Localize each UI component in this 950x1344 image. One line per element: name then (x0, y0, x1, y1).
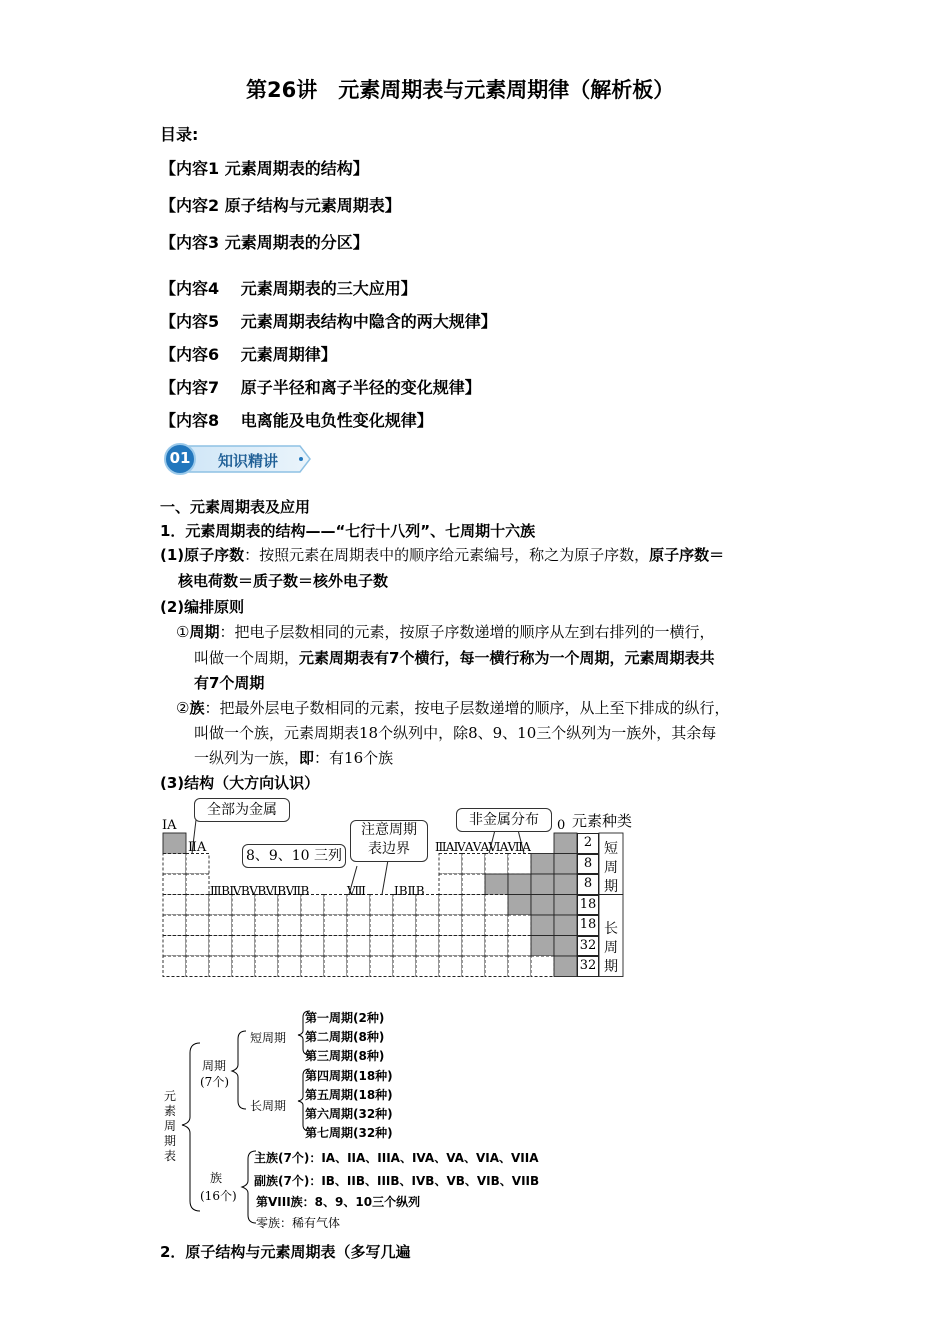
label-atomic-number: (1)原子序数 (160, 546, 245, 564)
table-cell (416, 915, 439, 936)
table-cell (186, 854, 209, 875)
root-char-4: 期 (163, 1134, 176, 1148)
element-kind-count: 32 (577, 956, 599, 977)
table-cell (393, 936, 416, 957)
bold-atomic-number-2: 核电荷数＝质子数＝核外电子数 (178, 572, 389, 590)
table-cell (370, 956, 393, 977)
tree-root (163, 1089, 177, 1164)
table-cell (531, 874, 554, 895)
table-cell (439, 915, 462, 936)
table-cell (324, 895, 347, 916)
table-cell (531, 854, 554, 875)
table-cell (508, 915, 531, 936)
table-cell (186, 956, 209, 977)
table-cell (462, 956, 485, 977)
short-char-3: 期 (604, 879, 618, 895)
label-rules: (2)编排原则 (160, 598, 245, 616)
table-cell (554, 956, 577, 977)
table-cell (186, 895, 209, 916)
long-period-label (600, 920, 622, 977)
table-cell (462, 874, 485, 895)
table-cell (439, 895, 462, 916)
callout-columns: 8、9、10 三列 (242, 844, 346, 868)
callout-edge-line2: 表边界 (368, 841, 410, 857)
num-period: ① (176, 623, 190, 641)
table-cell (531, 936, 554, 957)
table-cell (554, 915, 577, 936)
bold-atomic-number: 原子序数＝ (649, 546, 725, 564)
long-char-3: 期 (604, 959, 618, 975)
table-cell (209, 936, 232, 957)
table-cell (163, 936, 186, 957)
text-atomic-number: ：按照元素在周期表中的顺序给元素编号，称之为原子序数， (244, 546, 650, 564)
table-cell (554, 874, 577, 895)
table-cell (485, 895, 508, 916)
classification-tree (160, 1005, 600, 1230)
table-cell (347, 956, 370, 977)
table-cell (163, 874, 186, 895)
page-title: 第26讲 元素周期表与元素周期律（解析板） (246, 78, 675, 102)
table-cell (370, 915, 393, 936)
table-cell (439, 854, 462, 875)
table-cell (485, 956, 508, 977)
table-cell (508, 895, 531, 916)
bold-period-2: 元素周期表有7个横行，每一横行称为一个周期，元素周期表共 (299, 649, 715, 667)
table-cell (462, 895, 485, 916)
para-rules (160, 595, 244, 619)
section1-heading: 一、元素周期表及应用 (160, 498, 311, 516)
label-groups-A: ⅢAⅣAⅤAⅥAⅦA (435, 840, 531, 854)
num-group: ② (176, 699, 190, 717)
table-cell (255, 915, 278, 936)
toc-item-8[interactable]: 【内容8 电离能及电负性变化规律】 (160, 411, 433, 430)
table-cell (508, 936, 531, 957)
table-cell (508, 956, 531, 977)
short-period-label (600, 840, 622, 897)
pointer-edge (382, 860, 388, 895)
table-cell (186, 915, 209, 936)
table-cell (554, 936, 577, 957)
callout-edge-line1: 注意周期 (361, 822, 417, 838)
table-cell (462, 854, 485, 875)
toc-item-2[interactable]: 【内容2 原子结构与元素周期表】 (160, 196, 401, 215)
periodic-table-figure (160, 796, 650, 978)
table-cell (347, 915, 370, 936)
tree-short: 短周期 (250, 1031, 287, 1045)
table-cell (416, 956, 439, 977)
table-cell (462, 936, 485, 957)
table-cell (439, 874, 462, 895)
toc-item-5[interactable]: 【内容5 元素周期表结构中隐含的两大规律】 (160, 312, 497, 331)
callout-edge (350, 820, 428, 862)
text-group-3a: 一纵列为一族， (194, 749, 300, 767)
table-cell (232, 915, 255, 936)
table-cell (209, 915, 232, 936)
toc-heading: 目录: (160, 125, 199, 144)
text-group: ：把最外层电子数相同的元素，按电子层数递增的顺序，从上至下排成的纵行， (204, 699, 730, 717)
table-cell (508, 854, 531, 875)
table-cell (531, 895, 554, 916)
table-cell (324, 956, 347, 977)
element-kind-count: 8 (577, 874, 599, 895)
table-cell (324, 936, 347, 957)
table-cell (508, 874, 531, 895)
table-cell (531, 915, 554, 936)
short-item-3: 第三周期(8种) (305, 1049, 385, 1063)
table-cell (485, 854, 508, 875)
long-char-1: 长 (604, 921, 618, 937)
para-group (176, 696, 729, 720)
group-item-main: 主族(7个)：IA、IIA、IIIA、IVA、VA、VIA、VIIA (254, 1151, 539, 1165)
table-cell (347, 936, 370, 957)
label-structure: (3)结构（大方向认识） (160, 774, 320, 792)
element-kind-count: 18 (577, 915, 599, 936)
table-cell (370, 895, 393, 916)
para-atomic-number-2 (178, 569, 388, 593)
label-group-IA: ⅠA (162, 818, 177, 833)
para-group-2: 叫做一个族，元素周期表18个纵列中，除8、9、10三个纵列为一族外，其余每 (194, 724, 717, 742)
toc-item-3[interactable]: 【内容3 元素周期表的分区】 (160, 233, 369, 252)
text-period-2: 叫做一个周期， (194, 649, 300, 667)
para-period-2 (194, 646, 714, 670)
table-cell (324, 915, 347, 936)
root-char-5: 表 (163, 1149, 176, 1163)
element-kind-count: 18 (577, 895, 599, 916)
long-char-2: 周 (604, 940, 618, 956)
para-structure (160, 771, 319, 795)
label-element-kinds: 元素种类 (572, 812, 633, 830)
bold-period-3: 有7个周期 (194, 674, 265, 692)
callout-nonmetal: 非金属分布 (456, 808, 552, 832)
label-group-IIA: ⅡA (188, 840, 207, 855)
group-item-zero: 零族：稀有气体 (256, 1216, 341, 1230)
toc-item-4[interactable]: 【内容4 元素周期表的三大应用】 (160, 279, 417, 298)
table-cell (301, 956, 324, 977)
cell-helium (554, 833, 577, 854)
table-cell (462, 915, 485, 936)
table-cell (393, 915, 416, 936)
table-cell (186, 936, 209, 957)
table-cell (278, 936, 301, 957)
table-cell (163, 956, 186, 977)
toc-item-7[interactable]: 【内容7 原子半径和离子半径的变化规律】 (160, 378, 481, 397)
callout-all-metal: 全部为金属 (194, 798, 290, 822)
tree-period-count: (7个) (200, 1075, 229, 1089)
cell-hydrogen (163, 833, 186, 854)
para-group-3 (194, 746, 393, 770)
table-cell (416, 936, 439, 957)
table-cell (554, 854, 577, 875)
label-groups-B: ⅢBⅣBⅤBⅥBⅦB (210, 884, 309, 898)
tree-group-count: (16个) (200, 1189, 237, 1203)
tree-period: 周期 (202, 1059, 227, 1073)
long-item-1: 第四周期(18种) (305, 1069, 393, 1083)
root-char-3: 周 (163, 1119, 176, 1133)
tree-group: 族 (210, 1171, 223, 1185)
badge-label: 知识精讲 (218, 452, 279, 470)
text-group-3b: ：有16个族 (314, 749, 394, 767)
table-cell (554, 895, 577, 916)
table-cell (485, 874, 508, 895)
table-cell (186, 874, 209, 895)
table-cell (393, 956, 416, 977)
table-cell (485, 936, 508, 957)
root-char-2: 素 (163, 1104, 176, 1118)
table-cell (232, 956, 255, 977)
short-char-1: 短 (604, 841, 618, 857)
table-cell (209, 956, 232, 977)
table-cell (485, 915, 508, 936)
table-cell (163, 895, 186, 916)
para-atomic-number (160, 543, 724, 567)
table-cell (531, 956, 554, 977)
table-cell (439, 956, 462, 977)
label-group-zero: 0 (557, 818, 566, 833)
para-period (176, 620, 714, 644)
long-item-2: 第五周期(18种) (305, 1088, 393, 1102)
root-char-1: 元 (163, 1089, 176, 1103)
table-cell (301, 936, 324, 957)
element-kind-count: 8 (577, 854, 599, 875)
toc-item-6[interactable]: 【内容6 元素周期律】 (160, 345, 337, 364)
table-cell (301, 915, 324, 936)
section1-sub1: 1．元素周期表的结构——“七行十八列”、七周期十六族 (160, 522, 536, 540)
table-cell (278, 915, 301, 936)
group-item-sub: 副族(7个)：IB、IIB、IIIB、IVB、VB、VIB、VIIB (254, 1174, 540, 1188)
label-group: 族 (189, 699, 205, 717)
table-cell (370, 936, 393, 957)
table-cell (255, 956, 278, 977)
bold-group-3: 即 (299, 749, 315, 767)
table-cell (163, 854, 186, 875)
toc-item-1[interactable]: 【内容1 元素周期表的结构】 (160, 159, 369, 178)
table-cell (439, 936, 462, 957)
section2-heading: 2．原子结构与元素周期表（多写几遍 (160, 1243, 411, 1261)
label-group-VIII: Ⅷ (347, 884, 366, 898)
element-kind-count: 2 (577, 833, 599, 854)
badge-number: 01 (169, 449, 191, 467)
long-item-3: 第六周期(32种) (305, 1107, 393, 1121)
table-cell (163, 915, 186, 936)
section-badge (162, 442, 314, 476)
text-period: ：把电子层数相同的元素，按原子序数递增的顺序从左到右排列的一横行， (219, 623, 715, 641)
para-period-3 (194, 671, 264, 695)
short-char-2: 周 (604, 860, 618, 876)
tree-long: 长周期 (250, 1099, 287, 1113)
group-item-viii: 第VIII族：8、9、10三个纵列 (256, 1195, 421, 1209)
table-cell (278, 956, 301, 977)
short-item-2: 第二周期(8种) (305, 1030, 385, 1044)
short-item-1: 第一周期(2种) (305, 1011, 385, 1025)
table-cell (232, 936, 255, 957)
table-cell (255, 936, 278, 957)
label-period: 周期 (189, 623, 220, 641)
label-groups-IB-IIB: ⅠBⅡB (394, 884, 425, 898)
long-item-4: 第七周期(32种) (305, 1126, 393, 1140)
element-kind-count: 32 (577, 936, 599, 957)
